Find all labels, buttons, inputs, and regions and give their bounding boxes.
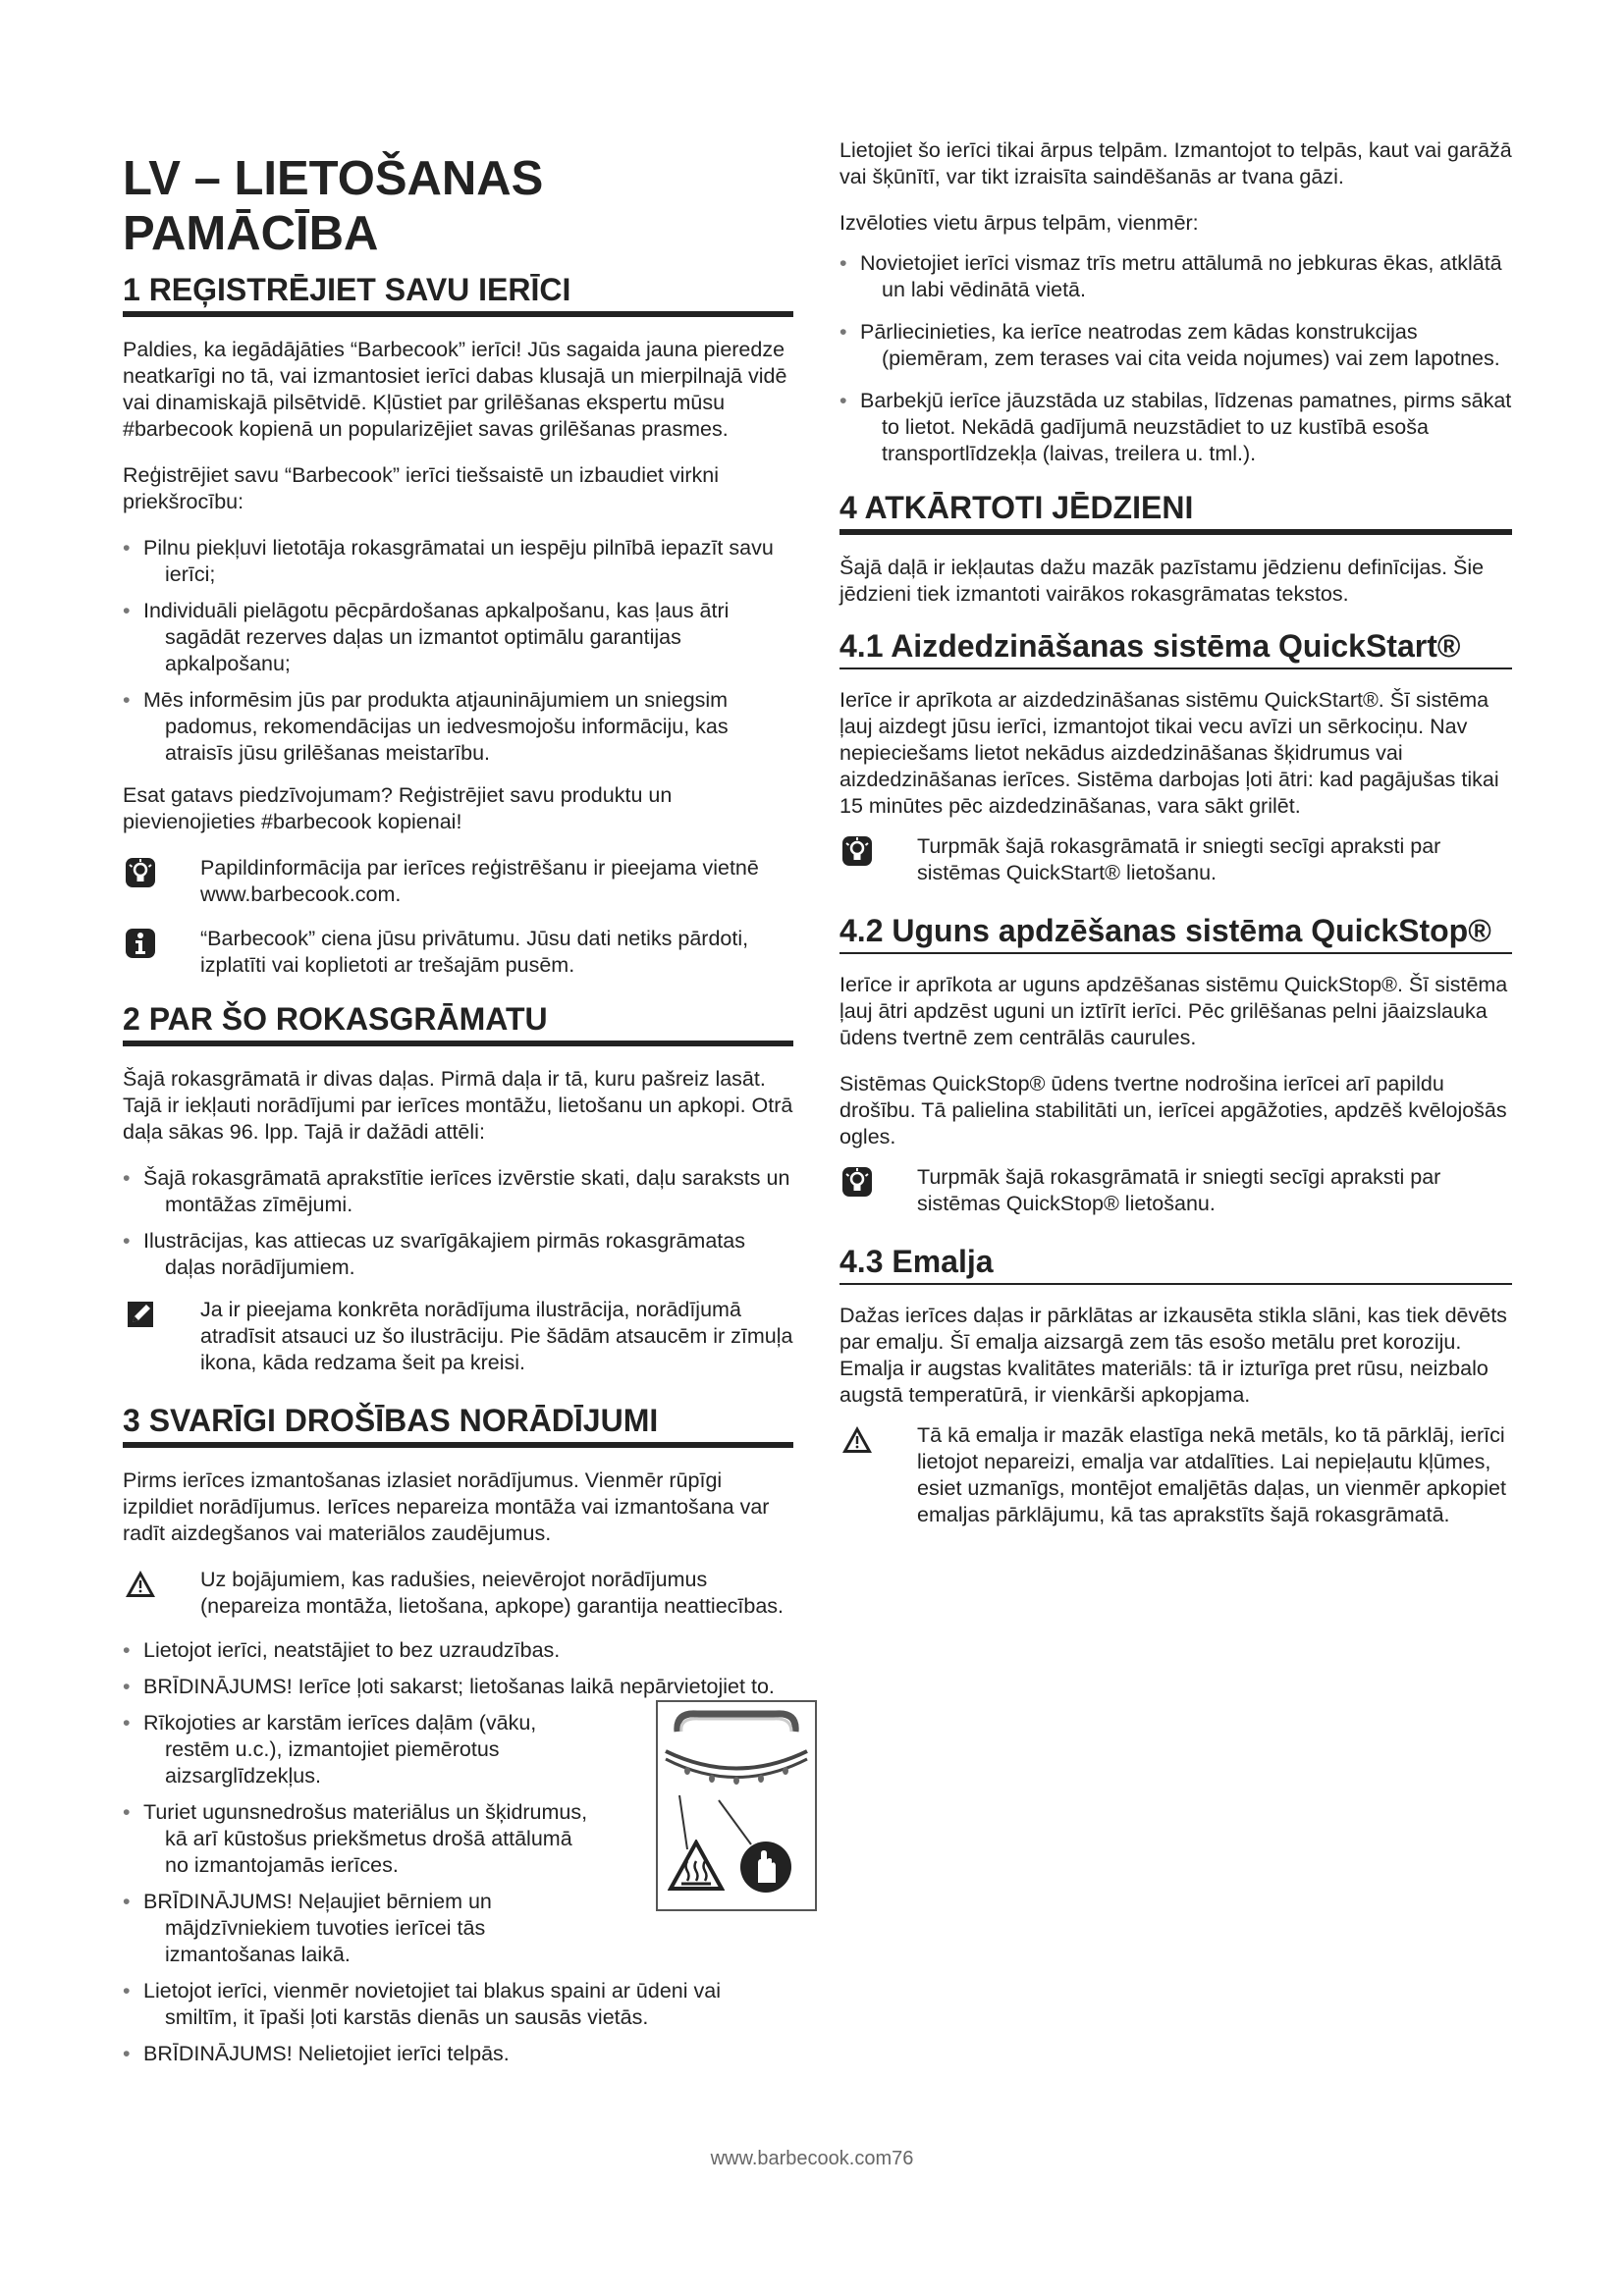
hot-surface-illustration [656, 1700, 817, 1911]
pencil-icon [125, 1299, 156, 1330]
s1-note-1-text: Papildinformācija par ierīces reģistrēšanu ir pieejama vietnē www.barbecook.com. [200, 856, 759, 906]
warning-icon [841, 1424, 873, 1456]
s4-1-paragraph: Ierīce ir aprīkota ar aizdedzināšanas sistēmu QuickStart®. Šī sistēma ļauj aizdegt jūsu ierīci, izmantojot tikai vecu avīzi un sērkociņu. Nav nepieciešams lietot nekādus aizdedzināšanas šķidrumus vai aizdedzināšanas ierīces. Sistēma darbojas ļoti ātri: kad pagājušas tikai 15 minūtes pēc aizdedzināšanas, vara sākt grilēt. [839, 688, 1499, 818]
s2-note-illustration [123, 1297, 793, 1376]
list-item: • Pilnu piekļuvi lietotāja rokasgrāmatai un iespēju pilnībā iepazīt savu ierīci; [123, 536, 774, 586]
hot-surface-icon [668, 1840, 725, 1893]
warning-icon [125, 1569, 156, 1600]
r-paragraph-2: Izvēloties vietu ārpus telpām, vienmēr: [839, 211, 1199, 235]
s1-paragraph-1: Paldies, ka iegādājāties “Barbecook” ierīci! Jūs sagaida jauna pieredze neatkarīgi no tā, vai izmantosiet ierīci dabas klusajā un mierpilnajā vidē vai dinamiskajā pilsētvidē. Kļūstiet par grilēšanas ekspertu mūsu #barbecook kopienā un popularizējiet savas grilēšanas prasmes. [123, 338, 787, 441]
section-1-heading: 1 REĢISTRĒJIET SAVU IERĪCI [123, 271, 793, 317]
list-item: • Barbekjū ierīce jāuzstāda uz stabilas, līdzenas pamatnes, pirms sākat to lietot. Nekādā gadījumā neuzstādiet to uz kustībā esoša transportlīdzekļa (laivas, treilera u. tml.). [839, 389, 1512, 465]
s4-1-note-text: Turpmāk šajā rokasgrāmatā ir sniegti secīgi apraksti par sistēmas QuickStart® lietošanu. [917, 834, 1441, 884]
s3-warning-text: Uz bojājumiem, kas radušies, neievērojot norādījumus (nepareiza montāža, lietošana, apkope) garantija neattiecības. [200, 1568, 785, 1618]
list-item: • BRĪDINĀJUMS! Ierīce ļoti sakarst; lietošanas laikā nepārvietojiet to. [123, 1675, 775, 1698]
list-item: • Šajā rokasgrāmatā aprakstītie ierīces izvērstie skati, daļu saraksts un montāžas zīmējumi. [123, 1166, 790, 1216]
list-item: • Ilustrācijas, kas attiecas uz svarīgākajiem pirmās rokasgrāmatas daļas norādījumiem. [123, 1229, 745, 1279]
section-3-heading: 3 SVARĪGI DROŠĪBAS NORĀDĪJUMI [123, 1402, 793, 1448]
s4-1-note [839, 833, 1512, 886]
right-column [839, 137, 1512, 1546]
list-item: • Lietojot ierīci, neatstājiet to bez uzraudzības. [123, 1638, 561, 1662]
s4-3-warning-text: Tā kā emalja ir mazāk elastīga nekā metāls, ko tā pārklāj, ierīci lietojot nepareizi, emalja var atdalīties. Lai nepieļautu kļūmes, esiet uzmanīgs, montējot emaljētās daļas, un vienmēr apkopiet emaljas pārklājumu, kā tas aprakstīts šajā rokasgrāmatā. [917, 1423, 1506, 1526]
s4-2-paragraph-2: Sistēmas QuickStop® ūdens tvertne nodrošina ierīcei arī papildu drošību. Tā palielina stabilitāti un, ierīcei apgāžoties, apdzēš kvēlojošās ogles. [839, 1072, 1507, 1148]
list-item: • Individuāli pielāgotu pēcpārdošanas apkalpošanu, kas ļaus ātri sagādāt rezerves daļas un izmantot optimālu garantijas apkalpošanu; [123, 599, 730, 675]
page-title: LV – LIETOŠANAS PAMĀCĪBA [123, 152, 544, 260]
list-item: • BRĪDINĀJUMS! Nelietojiet ierīci telpās. [123, 2042, 510, 2065]
s1-benefit-list [123, 535, 793, 767]
lightbulb-icon [841, 1166, 873, 1198]
list-item: • Mēs informēsim jūs par produkta atjauninājumiem un sniegsim padomus, rekomendācijas un iedvesmojošu informāciju, kas atraisīs jūsu grilēšanas meistarību. [123, 688, 729, 765]
s4-3-warning [839, 1422, 1512, 1528]
s4-paragraph-1: Šajā daļā ir iekļautas dažu mazāk pazīstamu jēdzienu definīcijas. Šie jēdzieni tiek izmantoti vairākos rokasgrāmatas tekstos. [839, 556, 1485, 606]
s1-note-registration [123, 855, 793, 908]
s3-list-bottom [123, 1978, 793, 2067]
list-item: • Rīkojoties ar karstām ierīces daļām (vāku, restēm u.c.), izmantojiet piemērotus aizsarglīdzekļus. [123, 1711, 537, 1788]
section-4-heading: 4 ATKĀRTOTI JĒDZIENI [839, 489, 1512, 535]
s4-2-note-text: Turpmāk šajā rokasgrāmatā ir sniegti secīgi apraksti par sistēmas QuickStop® lietošanu. [917, 1165, 1441, 1215]
s1-note-privacy [123, 926, 793, 979]
section-4-3-heading: 4.3 Emalja [839, 1243, 1512, 1285]
lightbulb-icon [125, 857, 156, 888]
list-item: • Turiet ugunsnedrošus materiālus un šķidrumus, kā arī kūstošus priekšmetus drošā attālumā no izmantojamās ierīces. [123, 1800, 588, 1877]
list-item: • Pārliecinieties, ka ierīce neatrodas zem kādas konstrukcijas (piemēram, zem terases vai cita veida nojumes) vai zem lapotnes. [839, 320, 1500, 370]
s1-paragraph-3: Esat gatavs piedzīvojumam? Reģistrējiet savu produktu un pievienojieties #barbecook kopienai! [123, 783, 673, 833]
r-placement-list [839, 250, 1512, 467]
lightbulb-icon [841, 835, 873, 867]
s2-paragraph-1: Šajā rokasgrāmatā ir divas daļas. Pirmā daļa ir tā, kuru pašreiz lasāt. Tajā ir iekļauti norādījumi par ierīces montāžu, lietošanu un apkopi. Otrā daļa sākas 96. lpp. Tajā ir dažādi attēli: [123, 1067, 793, 1144]
s2-note-text: Ja ir pieejama konkrēta norādījuma ilustrācija, norādījumā atradīsit atsauci uz šo ilustrāciju. Pie šādām atsaucēm ir zīmuļa ikona, kāda redzama šeit pa kreisi. [200, 1298, 793, 1374]
s3-figure-block [123, 1710, 793, 1968]
s3-warning [123, 1567, 793, 1620]
s2-list [123, 1165, 793, 1281]
s3-paragraph-1: Pirms ierīces izmantošanas izlasiet norādījumus. Vienmēr rūpīgi izpildiet norādījumus. Ierīces nepareiza montāža vai izmantošana var radīt aizdegšanos vai materiālos zaudējumus. [123, 1468, 770, 1545]
s4-3-paragraph: Dažas ierīces daļas ir pārklātas ar izkausēta stikla slāni, kas tiek dēvēts par emalju. Šī emalja aizsargā zem tās esošo metālu pret koroziju. Emalja ir augstas kvalitātes materiāls: tā ir izturīga pret rūsu, neizbalo augstā temperatūrā, ir vienkārši apkopjama. [839, 1304, 1507, 1407]
page-footer: www.barbecook.com76 [710, 2148, 914, 2169]
s1-note-2-text: “Barbecook” ciena jūsu privātumu. Jūsu dati netiks pārdoti, izplatīti vai koplietoti ar trešajām pusēm. [200, 927, 749, 977]
list-item: • BRĪDINĀJUMS! Neļaujiet bērniem un mājdzīvniekiem tuvoties ierīcei tās izmantošanas laikā. [123, 1890, 492, 1966]
section-2-heading: 2 PAR ŠO ROKASGRĀMATU [123, 1000, 793, 1046]
s1-paragraph-2: Reģistrējiet savu “Barbecook” ierīci tiešsaistē un izbaudiet virkni priekšrocību: [123, 463, 720, 513]
left-column [123, 118, 793, 2083]
section-4-2-heading: 4.2 Uguns apdzēšanas sistēma QuickStop® [839, 912, 1512, 954]
gloves-icon [738, 1840, 793, 1895]
s4-2-note [839, 1164, 1512, 1217]
s3-list-top [123, 1637, 793, 1700]
list-item: • Novietojiet ierīci vismaz trīs metru attālumā no jebkuras ēkas, atklātā un labi vēdinātā vietā. [839, 251, 1502, 301]
section-4-1-heading: 4.1 Aizdedzināšanas sistēma QuickStart® [839, 627, 1512, 669]
info-icon [125, 928, 156, 959]
list-item: • Lietojot ierīci, vienmēr novietojiet tai blakus spaini ar ūdeni vai smiltīm, it īpaši ļoti karstās dienās un sausās vietās. [123, 1979, 721, 2029]
r-paragraph-1: Lietojiet šo ierīci tikai ārpus telpām. Izmantojot to telpās, kaut vai garāžā vai šķūnītī, var tikt izraisīta saindēšanās ar tvana gāzi. [839, 138, 1512, 188]
s4-2-paragraph-1: Ierīce ir aprīkota ar uguns apdzēšanas sistēmu QuickStop®. Šī sistēma ļauj ātri apdzēst uguni un iztīrīt ierīci. Pēc grilēšanas pelni jāaizslauka ūdens tvertnē zem centrālās caurules. [839, 973, 1508, 1049]
